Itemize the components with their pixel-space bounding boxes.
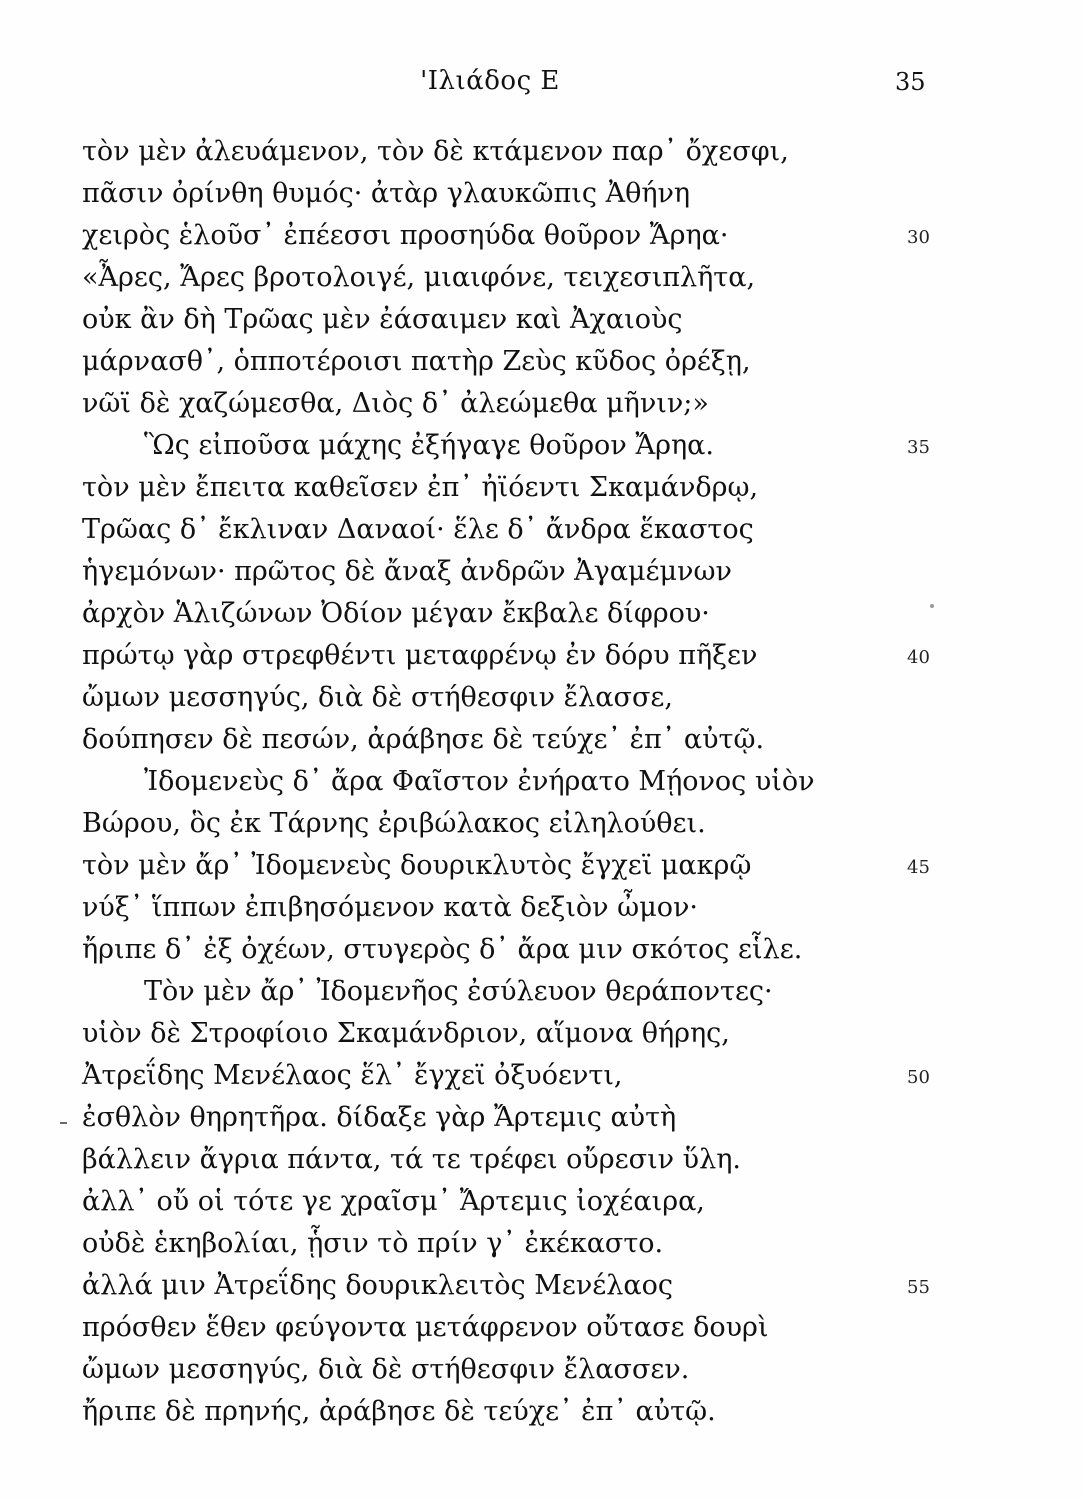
verse-line — [82, 803, 1042, 845]
line-number: 50 — [907, 1067, 930, 1088]
verse-line — [82, 971, 1042, 1013]
verse-line-text: ἡγεμόνων· πρῶτος δὲ ἄναξ ἀνδρῶν Ἀγαμέμνων — [82, 556, 732, 587]
verse-line-text: οὐκ ἂν δὴ Τρῶας μὲν ἐάσαιμεν καὶ Ἀχαιοὺς — [82, 304, 683, 335]
running-title: 'Ιλιάδος Ε — [420, 66, 560, 96]
verse-line-text: Τρῶας δ᾽ ἔκλιναν Δαναοί· ἕλε δ᾽ ἄνδρα ἕκαστος — [82, 514, 754, 545]
verse-line — [82, 845, 1042, 887]
verse-line — [82, 677, 1042, 719]
verse-line — [82, 1097, 1042, 1139]
verse-line-text: τὸν μὲν ἄρ᾽ Ἰδομενεὺς δουρικλυτὸς ἔγχεϊ μακρῷ — [82, 850, 752, 881]
verse-line-text: «Ἆρες, Ἄρες βροτολοιγέ, μιαιφόνε, τειχεσιπλῆτα, — [82, 262, 756, 293]
verse-line-text: χειρὸς ἑλοῦσ᾽ ἐπέεσσι προσηύδα θοῦρον Ἄρηα· — [82, 220, 729, 251]
verse-block — [82, 131, 1042, 1433]
verse-line — [82, 635, 1042, 677]
line-number: 35 — [907, 437, 930, 458]
page-number: 35 — [895, 68, 926, 96]
verse-line — [82, 341, 1042, 383]
line-number: 55 — [907, 1277, 930, 1298]
verse-line-text: μάρνασθ᾽, ὁπποτέροισι πατὴρ Ζεὺς κῦδος ὀρέξῃ, — [82, 346, 751, 377]
verse-line — [82, 1223, 1042, 1265]
verse-line — [82, 1307, 1042, 1349]
verse-line — [82, 551, 1042, 593]
verse-line-text: Ὣς εἰποῦσα μάχης ἐξήγαγε θοῦρον Ἄρηα. — [144, 430, 714, 461]
verse-line-text: τὸν μὲν ἀλευάμενον, τὸν δὲ κτάμενον παρ᾽ ὄχεσφι, — [82, 136, 789, 167]
verse-line — [82, 1391, 1042, 1433]
verse-line-text: ὤμων μεσσηγύς, διὰ δὲ στήθεσφιν ἔλασσεν. — [82, 1354, 690, 1385]
verse-line — [82, 1055, 1042, 1097]
verse-line-text: ἤριπε δὲ πρηνής, ἀράβησε δὲ τεύχε᾽ ἐπ᾽ αὐτῷ. — [82, 1396, 716, 1427]
scan-speck — [60, 1122, 67, 1124]
verse-line-text: βάλλειν ἄγρια πάντα, τά τε τρέφει οὔρεσιν ὕλη. — [82, 1144, 741, 1175]
verse-line — [82, 887, 1042, 929]
verse-line — [82, 593, 1042, 635]
verse-line — [82, 299, 1042, 341]
verse-line-text: πρώτῳ γὰρ στρεφθέντι μεταφρένῳ ἐν δόρυ πῆξεν — [82, 640, 758, 671]
line-number: 40 — [907, 647, 930, 668]
verse-line-text: οὐδὲ ἑκηβολίαι, ᾗσιν τὸ πρίν γ᾽ ἐκέκαστο. — [82, 1228, 664, 1259]
verse-line — [82, 257, 1042, 299]
verse-line — [82, 761, 1042, 803]
verse-line-text: ἤριπε δ᾽ ἐξ ὀχέων, στυγερὸς δ᾽ ἄρα μιν σκότος εἷλε. — [82, 934, 803, 965]
verse-line — [82, 509, 1042, 551]
verse-line — [82, 1349, 1042, 1391]
verse-line — [82, 1181, 1042, 1223]
verse-line — [82, 383, 1042, 425]
verse-line — [82, 425, 1042, 467]
verse-line-text: νύξ᾽ ἵππων ἐπιβησόμενον κατὰ δεξιὸν ὦμον· — [82, 892, 698, 923]
verse-line — [82, 929, 1042, 971]
verse-line-text: ἐσθλὸν θηρητῆρα. δίδαξε γὰρ Ἄρτεμις αὐτὴ — [82, 1102, 677, 1133]
verse-line-text: τὸν μὲν ἔπειτα καθεῖσεν ἐπ᾽ ἠϊόεντι Σκαμάνδρῳ, — [82, 472, 759, 503]
verse-line — [82, 173, 1042, 215]
verse-line-text: νῶϊ δὲ χαζώμεσθα, Διὸς δ᾽ ἀλεώμεθα μῆνιν;» — [82, 388, 709, 419]
verse-line-text: Βώρου, ὃς ἐκ Τάρνης ἐριβώλακος εἰληλούθει. — [82, 808, 706, 839]
verse-line — [82, 1013, 1042, 1055]
verse-line-text: Ἀτρεΐδης Μενέλαος ἕλ᾽ ἔγχεϊ ὀξυόεντι, — [82, 1060, 623, 1091]
verse-line — [82, 719, 1042, 761]
line-number: 45 — [907, 857, 930, 878]
verse-line — [82, 467, 1042, 509]
verse-line-text: Ἰδομενεὺς δ᾽ ἄρα Φαῖστον ἐνήρατο Μῄονος υἱὸν — [144, 766, 815, 797]
verse-line-text: ἀλλ᾽ οὔ οἱ τότε γε χραῖσμ᾽ Ἄρτεμις ἰοχέαιρα, — [82, 1186, 705, 1217]
verse-line-text: δούπησεν δὲ πεσών, ἀράβησε δὲ τεύχε᾽ ἐπ᾽ αὐτῷ. — [82, 724, 765, 755]
verse-line-text: υἱὸν δὲ Στροφίοιο Σκαμάνδριον, αἵμονα θήρης, — [82, 1018, 730, 1049]
verse-line-text: πρόσθεν ἕθεν φεύγοντα μετάφρενον οὔτασε δουρὶ — [82, 1312, 769, 1343]
verse-line — [82, 1139, 1042, 1181]
scan-speck — [930, 604, 934, 608]
verse-line-text: Τὸν μὲν ἄρ᾽ Ἰδομενῆος ἐσύλευον θεράποντες· — [144, 976, 773, 1007]
verse-line-text: πᾶσιν ὀρίνθη θυμός· ἀτὰρ γλαυκῶπις Ἀθήνη — [82, 178, 691, 209]
line-number: 30 — [907, 227, 930, 248]
verse-line-text: ὤμων μεσσηγύς, διὰ δὲ στήθεσφιν ἔλασσε, — [82, 682, 673, 713]
verse-line — [82, 131, 1042, 173]
verse-line — [82, 1265, 1042, 1307]
verse-line-text: ἀρχὸν Ἁλιζώνων Ὀδίον μέγαν ἔκβαλε δίφρου· — [82, 598, 710, 629]
verse-line — [82, 215, 1042, 257]
verse-line-text: ἀλλά μιν Ἀτρεΐδης δουρικλειτὸς Μενέλαος — [82, 1270, 674, 1301]
